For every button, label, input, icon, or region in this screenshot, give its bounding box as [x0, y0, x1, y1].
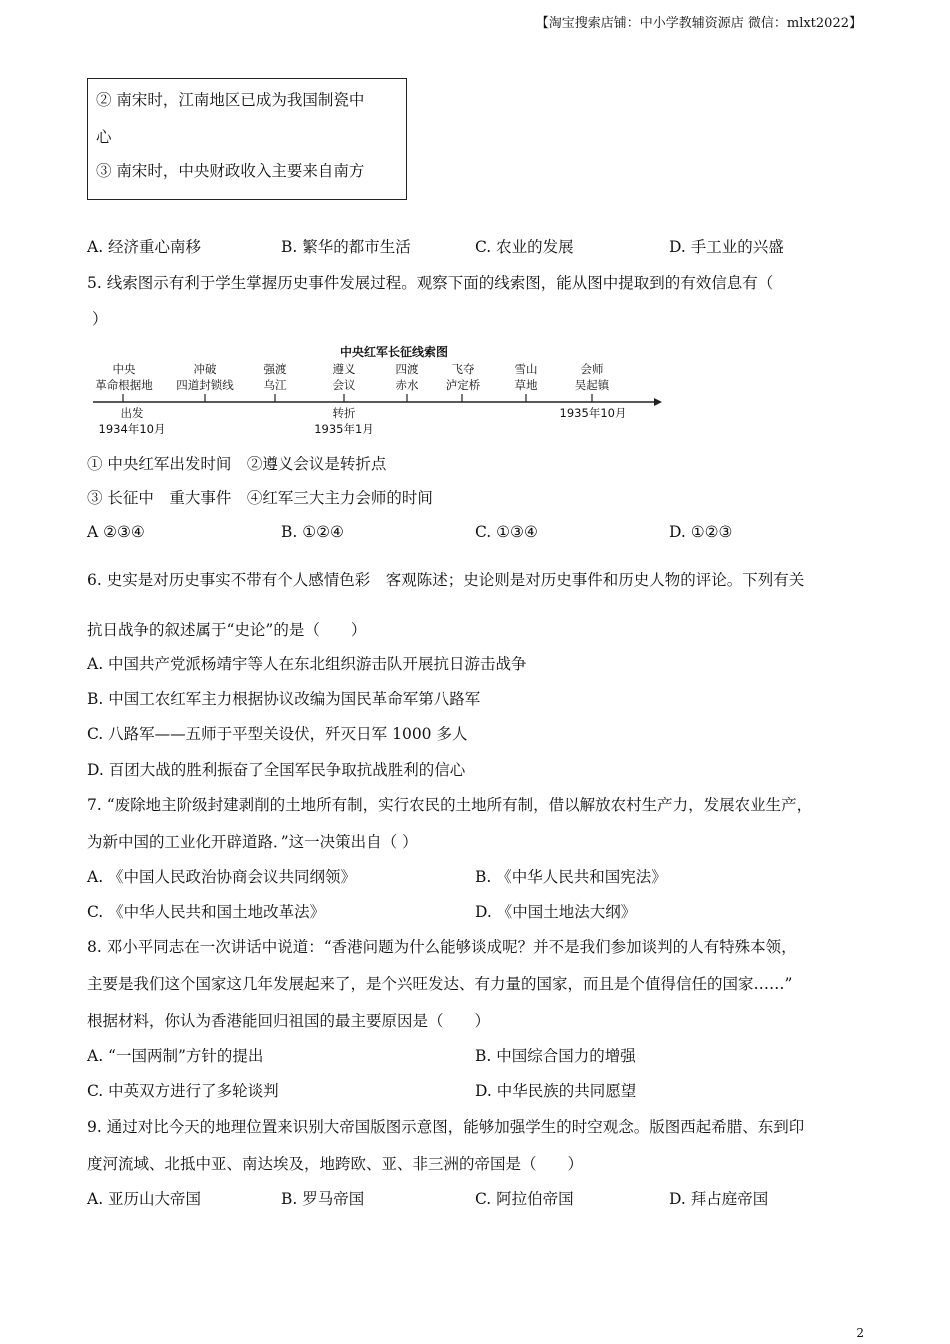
timeline-end-label: 1935年10月: [559, 406, 627, 420]
q8-option-b: B. 中国综合国力的增强: [475, 1047, 636, 1065]
timeline-event-1: [166, 361, 244, 393]
q5-option-d: D. ①②③: [669, 523, 733, 541]
timeline-event-2: [252, 361, 298, 393]
timeline-start-label: [92, 405, 172, 437]
q4-option-b: B. 繁华的都市生活: [281, 238, 411, 256]
timeline-event-5-line-2: 泸定桥: [445, 378, 481, 392]
q7-option-a: A. 《中国人民政治协商会议共同纲领》: [87, 868, 357, 886]
q4-box-line-2a: ② 南宋时，江南地区已成为我国制瓷中: [96, 91, 365, 109]
timeline-title: 中央红军长征线索图: [340, 345, 449, 359]
timeline-event-3: [321, 361, 367, 393]
q6-stem-line-1: 6. 史实是对历史事实不带有个人感情色彩 客观陈述；史论则是对历史事件和历史人物的评论。下列有关: [87, 571, 805, 589]
q7-option-b: B. 《中华人民共和国宪法》: [475, 868, 667, 886]
page-number: 2: [856, 1326, 864, 1340]
q8-stem-line-1: 8. 邓小平同志在一次讲话中说道：“香港问题为什么能够谈成呢？并不是我们参加谈判的人有特殊本领，: [87, 938, 797, 956]
timeline-event-7-line-2: 吴起镇: [574, 378, 610, 392]
q8-option-d: D. 中华民族的共同愿望: [475, 1082, 637, 1100]
q4-box-line-3: ③ 南宋时，中央财政收入主要来自南方: [96, 162, 365, 180]
q9-option-a: A. 亚历山大帝国: [87, 1190, 202, 1208]
timeline-event-5-line-1: 飞夺: [451, 362, 475, 376]
q9-stem-line-1: 9. 通过对比今天的地理位置来识别大帝国版图示意图，能够加强学生的时空观念。版图西起希腊、东到印: [87, 1118, 805, 1136]
q6-option-c: C. 八路军——五师于平型关设伏，歼灭日军 1000 多人: [87, 725, 468, 743]
timeline-turning-label-1: 转折: [332, 406, 356, 420]
q4-option-d: D. 手工业的兴盛: [669, 238, 784, 256]
timeline-start-label-1: 出发: [120, 406, 144, 420]
q9-option-d: D. 拜占庭帝国: [669, 1190, 769, 1208]
timeline-event-0-line-2: 革命根据地: [95, 378, 153, 392]
timeline-event-4-line-1: 四渡: [395, 362, 419, 376]
q6-option-b: B. 中国工农红军主力根据协议改编为国民革命军第八路军: [87, 690, 481, 708]
q7-stem-line-1: 7. “废除地主阶级封建剥削的土地所有制，实行农民的土地所有制，借以解放农村生产力，发展农业生产，: [87, 796, 813, 814]
timeline-event-6-line-2: 草地: [514, 378, 538, 392]
q7-stem-line-2: 为新中国的工业化开辟道路．”这一决策出自（ ）: [87, 833, 418, 851]
q7-option-d: D. 《中国土地法大纲》: [475, 903, 637, 921]
q9-option-c: C. 阿拉伯帝国: [475, 1190, 574, 1208]
q5-option-b: B. ①②④: [281, 523, 344, 541]
q6-option-d: D. 百团大战的胜利振奋了全国军民争取抗战胜利的信心: [87, 761, 466, 779]
q5-option-a: A ②③④: [87, 523, 145, 541]
timeline-event-3-line-1: 遵义: [332, 362, 356, 376]
q6-option-a: A. 中国共产党派杨靖宇等人在东北组织游击队开展抗日游击战争: [87, 655, 527, 673]
q4-option-a: A. 经济重心南移: [87, 238, 202, 256]
timeline-event-0-line-1: 中央: [112, 362, 136, 376]
q5-item-line-2: ③ 长征中 重大事件 ④红军三大主力会师的时间: [87, 489, 433, 507]
timeline-event-0: [88, 361, 160, 393]
timeline-event-1-line-2: 四道封锁线: [176, 378, 234, 392]
timeline-event-3-line-2: 会议: [332, 378, 356, 392]
q4-option-c: C. 农业的发展: [475, 238, 574, 256]
q8-option-a: A. “一国两制”方针的提出: [87, 1047, 264, 1065]
timeline-turning-label: [306, 405, 382, 437]
timeline-event-1-line-1: 冲破: [193, 362, 217, 376]
timeline-turning-label-2: 1935年1月: [314, 422, 374, 436]
q4-box-line-2b: 心: [96, 128, 112, 146]
q8-stem-line-2: 主要是我们这个国家这几年发展起来了，是个兴旺发达、有力量的国家，而且是个值得信任的国家……”: [87, 975, 793, 993]
q5-item-line-1: ① 中央红军出发时间 ②遵义会议是转折点: [87, 455, 387, 473]
q8-option-c: C. 中英双方进行了多轮谈判: [87, 1082, 279, 1100]
timeline-event-7: [566, 361, 618, 393]
timeline-event-4-line-2: 赤水: [395, 378, 419, 392]
q5-option-c: C. ①③④: [475, 523, 538, 541]
q5-stem-line-2: ）: [92, 310, 108, 328]
timeline-start-label-2: 1934年10月: [98, 422, 166, 436]
q9-option-b: B. 罗马帝国: [281, 1190, 365, 1208]
timeline-event-6: [503, 361, 549, 393]
q7-option-c: C. 《中华人民共和国土地改革法》: [87, 903, 326, 921]
timeline-event-7-line-1: 会师: [580, 362, 604, 376]
timeline-event-4: [384, 361, 430, 393]
timeline-arrowhead: [654, 398, 662, 406]
timeline-event-2-line-2: 乌江: [263, 378, 287, 392]
q9-stem-line-2: 度河流域、北抵中亚、南达埃及，地跨欧、亚、非三洲的帝国是（ ）: [87, 1155, 584, 1173]
q8-stem-line-3: 根据材料，你认为香港能回归祖国的最主要原因是（ ）: [87, 1012, 491, 1030]
timeline-event-6-line-1: 雪山: [514, 362, 538, 376]
timeline-event-5: [436, 361, 490, 393]
q6-stem-line-2: 抗日战争的叙述属于“史论”的是（ ）: [87, 621, 367, 639]
page-header-watermark: 【淘宝搜索店铺：中小学教辅资源店 微信：mlxt2022】: [535, 16, 862, 31]
timeline-event-2-line-1: 强渡: [263, 362, 287, 376]
q5-stem-line-1: 5. 线索图示有利于学生掌握历史事件发展过程。观察下面的线索图，能从图中提取到的有效信息有（: [87, 274, 774, 292]
